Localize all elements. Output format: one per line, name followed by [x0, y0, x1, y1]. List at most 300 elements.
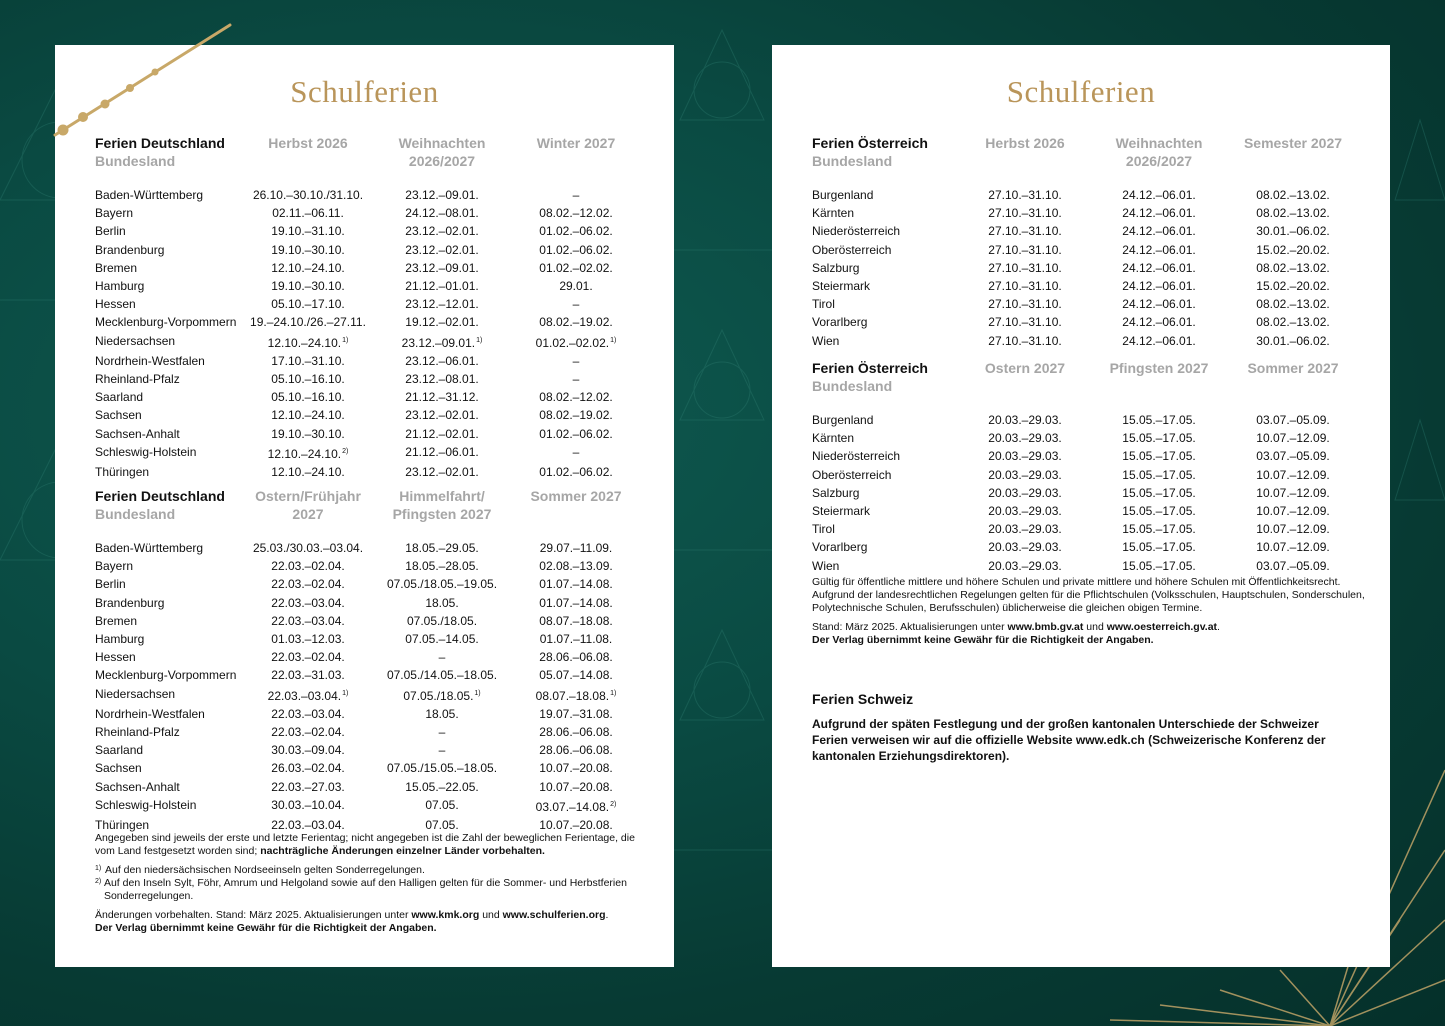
table-row: [95, 370, 652, 388]
date-cell: 12.10.–24.10.: [271, 465, 345, 480]
header-region: Ferien Deutschland: [95, 488, 225, 504]
footnote-mark: 2): [342, 447, 349, 455]
state-name: Schleswig-Holstein: [95, 797, 197, 812]
date-cell: 15.05.–17.05.: [1122, 485, 1196, 500]
date-cell: 12.10.–24.10.$^{1)}$: [267, 335, 349, 350]
link-oesterreich[interactable]: www.oesterreich.gv.at: [1106, 621, 1218, 633]
date-cell: 01.02.–02.02.$^{1)}$: [535, 335, 617, 350]
date-cell: 07.05.: [425, 818, 459, 833]
table-row: [95, 425, 652, 443]
state-name: Brandenburg: [95, 242, 165, 257]
date-cell: 07.05./18.05.$^{1)}$: [403, 688, 481, 703]
table-row: [95, 241, 652, 259]
footnote-mark: 1): [610, 336, 617, 344]
footnote-1: 1) Auf den niedersächsischen Nordseeinseln gelten Sonderregelungen.: [95, 864, 425, 876]
state-name: Tirol: [812, 297, 835, 312]
austria-table-easter-summer: [812, 359, 1368, 575]
date-cell: 08.07.–18.08.: [539, 613, 613, 628]
date-cell: 20.03.–29.03.: [988, 558, 1062, 573]
state-name: Niedersachsen: [95, 333, 176, 348]
date-cell: –: [438, 725, 446, 740]
date-cell: 02.08.–13.09.: [539, 559, 613, 574]
column-header: Ostern 2027: [984, 360, 1066, 376]
austria-table-autumn-semester: [812, 134, 1368, 350]
date-cell: 23.12.–02.01.: [405, 242, 479, 257]
date-cell: 27.10.–31.10.: [988, 242, 1062, 257]
date-cell: 27.10.–31.10.: [988, 297, 1062, 312]
date-cell: 08.02.–12.02.: [539, 206, 613, 221]
column-header: Herbst 2026: [268, 135, 348, 151]
date-cell: 07.05./18.05.: [406, 613, 478, 628]
date-cell: 22.03.–03.04.: [271, 613, 345, 628]
column-header: Herbst 2026: [985, 135, 1065, 151]
date-cell: 08.02.–13.02.: [1256, 206, 1330, 221]
date-cell: 22.03.–02.04.: [271, 577, 345, 592]
date-cell: 10.07.–12.09.: [1256, 540, 1330, 555]
state-name: Saarland: [95, 743, 144, 758]
date-cell: 20.03.–29.03.: [988, 522, 1062, 537]
table-row: [95, 388, 652, 406]
state-name: Bremen: [95, 613, 138, 628]
table-row: [95, 406, 652, 424]
link-kmk[interactable]: www.kmk.org: [411, 909, 480, 921]
date-cell: 01.02.–06.02.: [539, 426, 613, 441]
column-header: Himmelfahrt/ Pfingsten 2027: [392, 488, 492, 522]
date-cell: 24.12.–06.01.: [1122, 279, 1196, 294]
state-name: Steiermark: [812, 504, 871, 519]
date-cell: 15.02.–20.02.: [1256, 242, 1330, 257]
date-cell: 08.02.–13.02.: [1256, 188, 1330, 202]
state-name: Vorarlberg: [812, 315, 868, 330]
right-page: [772, 45, 1390, 967]
header-state: Bundesland: [812, 378, 893, 394]
date-cell: 01.02.–02.02.: [539, 260, 613, 275]
table-row: [95, 313, 652, 331]
date-cell: 12.10.–24.10.: [271, 260, 345, 275]
state-name: Oberösterreich: [812, 467, 892, 482]
date-cell: 10.07.–20.08.: [539, 779, 613, 794]
date-cell: 19.12.–02.01.: [405, 315, 479, 330]
date-cell: 15.05.–22.05.: [405, 779, 479, 794]
link-bmb[interactable]: www.bmb.gv.at: [1007, 621, 1084, 633]
state-name: Nordrhein-Westfalen: [95, 353, 205, 368]
date-cell: 08.02.–13.02.: [1256, 297, 1330, 312]
switzerland-heading: Ferien Schweiz: [812, 691, 914, 707]
note-general: Angegeben sind jeweils der erste und letzte Ferientag; nicht angegeben ist die Zahl der beweglichen Ferientage, die vom Land festgesetzt worden sind; nachträgliche Änderungen einzelner Länder vorbehalten.: [95, 832, 635, 857]
state-name: Bayern: [95, 206, 134, 221]
state-name: Niederösterreich: [812, 224, 901, 239]
date-cell: 27.10.–31.10.: [988, 224, 1062, 239]
table-row: [95, 796, 652, 816]
table-row: [812, 447, 1368, 465]
footnote-2: 2) Auf den Inseln Sylt, Föhr, Amrum und Helgoland sowie auf den Halligen gelten für die Sommer- und Herbstferien Sonderregelungen.: [95, 877, 627, 902]
state-name: Hamburg: [95, 279, 145, 294]
table-row: [95, 705, 652, 723]
date-cell: –: [572, 372, 580, 387]
date-cell: 22.03.–02.04.: [271, 650, 345, 665]
table-header: [812, 134, 1368, 170]
date-cell: 15.02.–20.02.: [1256, 279, 1330, 294]
table-row: [95, 741, 652, 759]
state-name: Nordrhein-Westfalen: [95, 706, 205, 721]
table-row: [95, 463, 652, 481]
footnote-mark: 1): [476, 336, 483, 344]
date-cell: 23.12.–06.01.: [405, 353, 479, 368]
state-name: Kärnten: [812, 431, 855, 446]
date-cell: 18.05.: [425, 595, 459, 610]
date-cell: 22.03.–02.04.: [271, 559, 345, 574]
date-cell: 29.01.: [559, 279, 593, 294]
date-cell: 30.01.–06.02.: [1256, 224, 1330, 239]
table-row: [812, 241, 1368, 259]
date-cell: –: [438, 743, 446, 758]
table-row: [95, 295, 652, 313]
date-cell: 12.10.–24.10.$^{2)}$: [267, 446, 349, 461]
note-updates: Änderungen vorbehalten. Stand: März 2025. Aktualisierungen unter www.kmk.org und www.schulferien.org.: [95, 909, 609, 921]
date-cell: 01.07.–11.08.: [539, 632, 613, 647]
table-row: [95, 557, 652, 575]
date-cell: 25.03./30.03.–03.04.: [252, 541, 364, 555]
date-cell: 29.07.–11.09.: [539, 541, 613, 555]
state-name: Thüringen: [95, 818, 150, 833]
date-cell: 23.12.–02.01.: [405, 465, 479, 480]
germany-table-autumn-winter: [95, 134, 652, 481]
date-cell: 21.12.–02.01.: [405, 426, 479, 441]
state-name: Rheinland-Pfalz: [95, 725, 180, 740]
table-row: [812, 222, 1368, 240]
date-cell: 22.03.–03.04.: [271, 818, 345, 833]
footnote-mark: 1): [474, 689, 481, 697]
date-cell: 27.10.–31.10.: [988, 315, 1062, 330]
state-name: Hessen: [95, 650, 136, 665]
date-cell: 23.12.–09.01.$^{1)}$: [401, 335, 483, 350]
date-cell: 20.03.–29.03.: [988, 413, 1062, 427]
table-row: [95, 352, 652, 370]
table-row: [95, 186, 652, 204]
date-cell: 01.03.–12.03.: [271, 632, 345, 647]
table-row: [95, 443, 652, 463]
table-row: [812, 484, 1368, 502]
column-header: Weihnachten 2026/2027: [398, 135, 486, 169]
date-cell: 10.07.–12.09.: [1256, 522, 1330, 537]
date-cell: 24.12.–06.01.: [1122, 260, 1196, 275]
date-cell: 15.05.–17.05.: [1122, 522, 1196, 537]
state-name: Vorarlberg: [812, 540, 868, 555]
date-cell: 19.10.–30.10.: [271, 426, 345, 441]
date-cell: 15.05.–17.05.: [1122, 540, 1196, 555]
table-row: [95, 259, 652, 277]
state-name: Rheinland-Pfalz: [95, 372, 180, 387]
header-region: Ferien Österreich: [812, 360, 928, 376]
state-name: Wien: [812, 558, 840, 573]
left-page: [55, 45, 674, 967]
state-name: Bayern: [95, 559, 134, 574]
table-row: [812, 186, 1368, 204]
state-name: Salzburg: [812, 485, 860, 500]
date-cell: 27.10.–31.10.: [988, 260, 1062, 275]
footnote-mark: 1): [342, 336, 349, 344]
date-cell: 24.12.–06.01.: [1122, 315, 1196, 330]
date-cell: 23.12.–08.01.: [405, 372, 479, 387]
page-title: Schulferien: [1006, 74, 1156, 109]
date-cell: 15.05.–17.05.: [1122, 467, 1196, 482]
date-cell: 10.07.–12.09.: [1256, 485, 1330, 500]
date-cell: 08.07.–18.08.$^{1)}$: [535, 688, 617, 703]
state-name: Sachsen-Anhalt: [95, 426, 180, 441]
table-row: [812, 557, 1368, 575]
date-cell: 07.05.–14.05.: [405, 632, 479, 647]
footnote-mark: 1): [342, 689, 349, 697]
austria-notes: [812, 576, 1372, 653]
date-cell: 03.07.–05.09.: [1256, 558, 1330, 573]
table-row: [95, 648, 652, 666]
date-cell: 21.12.–06.01.: [405, 444, 479, 459]
date-cell: 10.07.–12.09.: [1256, 504, 1330, 519]
header-state: Bundesland: [812, 153, 893, 169]
date-cell: 03.07.–05.09.: [1256, 449, 1330, 464]
state-name: Salzburg: [812, 260, 860, 275]
date-cell: 30.03.–09.04.: [271, 743, 345, 758]
date-cell: 18.05.–28.05.: [405, 559, 479, 574]
state-name: Berlin: [95, 224, 126, 239]
table-row: [95, 759, 652, 777]
date-cell: 15.05.–17.05.: [1122, 413, 1196, 427]
state-name: Steiermark: [812, 279, 871, 294]
date-cell: 07.05./18.05.–19.05.: [386, 577, 498, 592]
date-cell: 07.05./14.05.–18.05.: [386, 668, 498, 683]
date-cell: 27.10.–31.10.: [988, 279, 1062, 294]
date-cell: 23.12.–02.01.: [405, 224, 479, 239]
date-cell: 15.05.–17.05.: [1122, 449, 1196, 464]
date-cell: 19.07.–31.08.: [539, 706, 613, 721]
date-cell: 24.12.–06.01.: [1122, 333, 1196, 348]
date-cell: 20.03.–29.03.: [988, 467, 1062, 482]
table-row: [812, 259, 1368, 277]
state-name: Brandenburg: [95, 595, 165, 610]
date-cell: 02.11.–06.11.: [272, 206, 344, 221]
date-cell: 28.06.–06.08.: [539, 743, 613, 758]
column-header: Weihnachten 2026/2027: [1115, 135, 1203, 169]
date-cell: 01.02.–06.02.: [539, 224, 613, 239]
table-row: [95, 723, 652, 741]
switzerland-text: Aufgrund der späten Festlegung und der großen kantonalen Unterschiede der Schweizer Ferien verweisen wir auf die offizielle Website www.edk.ch (Schweizerische Konferenz der kantonalen Erziehungsdirektoren).: [812, 717, 1326, 763]
date-cell: –: [572, 188, 580, 202]
date-cell: 22.03.–03.04.: [271, 706, 345, 721]
date-cell: 21.12.–31.12.: [405, 390, 479, 405]
table-row: [95, 630, 652, 648]
date-cell: 30.03.–10.04.: [271, 797, 345, 812]
footnote-mark: 1): [610, 689, 617, 697]
header-region: Ferien Österreich: [812, 135, 928, 151]
date-cell: 10.07.–12.09.: [1256, 431, 1330, 446]
note-disclaimer: Der Verlag übernimmt keine Gewähr für die Richtigkeit der Angaben.: [95, 922, 437, 934]
table-header: [812, 359, 1368, 395]
date-cell: 22.03.–27.03.: [271, 779, 345, 794]
state-name: Niederösterreich: [812, 449, 901, 464]
state-name: Burgenland: [812, 413, 874, 427]
column-header: Ostern/Frühjahr 2027: [255, 488, 361, 522]
date-cell: 24.12.–06.01.: [1122, 224, 1196, 239]
date-cell: 24.12.–06.01.: [1122, 297, 1196, 312]
header-region: Ferien Deutschland: [95, 135, 225, 151]
date-cell: 15.05.–17.05.: [1122, 504, 1196, 519]
date-cell: –: [572, 297, 580, 312]
germany-table-spring-summer: [95, 487, 652, 834]
state-name: Baden-Württemberg: [95, 541, 204, 555]
table-row: [95, 332, 652, 352]
date-cell: 24.12.–06.01.: [1122, 188, 1196, 202]
date-cell: 17.10.–31.10.: [271, 353, 345, 368]
date-cell: 10.07.–20.08.: [539, 761, 613, 776]
date-cell: 19.10.–30.10.: [271, 279, 345, 294]
state-name: Wien: [812, 333, 840, 348]
date-cell: 20.03.–29.03.: [988, 449, 1062, 464]
date-cell: 27.10.–31.10.: [988, 206, 1062, 221]
date-cell: –: [438, 650, 446, 665]
note-disclaimer: Der Verlag übernimmt keine Gewähr für die Richtigkeit der Angaben.: [812, 634, 1154, 646]
state-name: Hessen: [95, 297, 136, 312]
date-cell: 07.05./15.05.–18.05.: [386, 761, 498, 776]
date-cell: 15.05.–17.05.: [1122, 558, 1196, 573]
table-row: [812, 332, 1368, 350]
date-cell: 01.02.–06.02.: [539, 242, 613, 257]
date-cell: 27.10.–31.10.: [988, 188, 1062, 202]
date-cell: 28.06.–06.08.: [539, 725, 613, 740]
date-cell: 22.03.–02.04.: [271, 725, 345, 740]
date-cell: 19.–24.10./26.–27.11.: [250, 315, 366, 330]
column-header: Sommer 2027: [1247, 360, 1339, 376]
date-cell: 23.12.–12.01.: [405, 297, 479, 312]
table-header: [95, 487, 652, 523]
state-name: Thüringen: [95, 465, 150, 480]
date-cell: 05.10.–17.10.: [271, 297, 345, 312]
table-row: [812, 313, 1368, 331]
date-cell: 15.05.–17.05.: [1122, 431, 1196, 446]
date-cell: 20.03.–29.03.: [988, 431, 1062, 446]
date-cell: 08.02.–13.02.: [1256, 260, 1330, 275]
link-schulferien[interactable]: www.schulferien.org: [502, 909, 606, 921]
table-row: [812, 277, 1368, 295]
date-cell: 20.03.–29.03.: [988, 485, 1062, 500]
date-cell: 10.07.–12.09.: [1256, 467, 1330, 482]
table-row: [95, 575, 652, 593]
date-cell: 27.10.–31.10.: [988, 333, 1062, 348]
date-cell: 26.10.–30.10./31.10.: [252, 188, 364, 202]
column-header: Sommer 2027: [530, 488, 622, 504]
date-cell: 22.03.–03.04.: [271, 595, 345, 610]
table-row: [812, 204, 1368, 222]
state-name: Berlin: [95, 577, 126, 592]
state-name: Sachsen: [95, 761, 142, 776]
note-validity: Gültig für öffentliche mittlere und höhere Schulen und private mittlere und höhere Schulen mit Öffentlichkeitsrecht. Aufgrund der landesrechtlichen Regelungen gelten für die Pflichtschulen (Volksschulen, Hauptschulen, Sonderschulen, Polytechnische Schulen, Berufsschulen) üblicherweise die gleichen obigen Termine.: [812, 576, 1365, 614]
date-cell: 12.10.–24.10.: [271, 408, 345, 423]
state-name: Sachsen: [95, 408, 142, 423]
table-row: [812, 502, 1368, 520]
date-cell: 18.05.: [425, 706, 459, 721]
page-title: Schulferien: [290, 74, 439, 109]
table-row: [95, 612, 652, 630]
date-cell: 05.10.–16.10.: [271, 372, 345, 387]
table-row: [812, 411, 1368, 429]
date-cell: 19.10.–30.10.: [271, 242, 345, 257]
date-cell: 08.02.–19.02.: [539, 408, 613, 423]
state-name: Sachsen-Anhalt: [95, 779, 180, 794]
date-cell: 24.12.–06.01.: [1122, 242, 1196, 257]
date-cell: 23.12.–09.01.: [405, 188, 479, 202]
table-row: [95, 594, 652, 612]
date-cell: 24.12.–08.01.: [405, 206, 479, 221]
table-row: [812, 466, 1368, 484]
table-row: [812, 295, 1368, 313]
date-cell: 24.12.–06.01.: [1122, 206, 1196, 221]
date-cell: 03.07.–14.08.$^{2)}$: [535, 799, 617, 814]
footnote-mark: 2): [610, 800, 617, 808]
table-row: [812, 538, 1368, 556]
date-cell: –: [572, 353, 580, 368]
date-cell: 23.12.–02.01.: [405, 408, 479, 423]
table-row: [812, 520, 1368, 538]
column-header: Winter 2027: [536, 135, 616, 151]
date-cell: 03.07.–05.09.: [1256, 413, 1330, 427]
date-cell: 19.10.–31.10.: [271, 224, 345, 239]
date-cell: 08.02.–13.02.: [1256, 315, 1330, 330]
state-name: Niedersachsen: [95, 686, 176, 701]
date-cell: 08.02.–19.02.: [539, 315, 613, 330]
date-cell: 22.03.–03.04.$^{1)}$: [267, 688, 349, 703]
date-cell: 18.05.–29.05.: [405, 541, 479, 555]
date-cell: 01.07.–14.08.: [539, 595, 613, 610]
date-cell: 08.02.–12.02.: [539, 390, 613, 405]
table-row: [95, 539, 652, 557]
date-cell: 01.02.–06.02.: [539, 465, 613, 480]
germany-notes: [95, 832, 656, 941]
column-header: Pfingsten 2027: [1109, 360, 1209, 376]
date-cell: 28.06.–06.08.: [539, 650, 613, 665]
state-name: Burgenland: [812, 188, 874, 202]
table-header: [95, 134, 652, 170]
date-cell: 05.10.–16.10.: [271, 390, 345, 405]
date-cell: 22.03.–31.03.: [271, 668, 345, 683]
date-cell: 20.03.–29.03.: [988, 504, 1062, 519]
date-cell: 20.03.–29.03.: [988, 540, 1062, 555]
state-name: Schleswig-Holstein: [95, 444, 197, 459]
date-cell: 05.07.–14.08.: [539, 668, 613, 683]
state-name: Baden-Württemberg: [95, 188, 204, 202]
date-cell: 10.07.–20.08.: [539, 818, 613, 833]
state-name: Oberösterreich: [812, 242, 892, 257]
table-row: [95, 204, 652, 222]
date-cell: 07.05.: [425, 797, 459, 812]
date-cell: 21.12.–01.01.: [405, 279, 479, 294]
column-header: Semester 2027: [1243, 135, 1343, 151]
table-row: [95, 277, 652, 295]
table-row: [95, 685, 652, 705]
table-row: [95, 222, 652, 240]
table-row: [812, 429, 1368, 447]
table-row: [95, 778, 652, 796]
note-updates: Stand: März 2025. Aktualisierungen unter www.bmb.gv.at und www.oesterreich.gv.at.: [812, 621, 1220, 633]
date-cell: 01.07.–14.08.: [539, 577, 613, 592]
state-name: Saarland: [95, 390, 144, 405]
header-state: Bundesland: [95, 506, 176, 522]
date-cell: –: [572, 444, 580, 459]
date-cell: 30.01.–06.02.: [1256, 333, 1330, 348]
state-name: Kärnten: [812, 206, 855, 221]
date-cell: 26.03.–02.04.: [271, 761, 345, 776]
state-name: Bremen: [95, 260, 138, 275]
table-row: [95, 666, 652, 684]
state-name: Mecklenburg-Vorpommern: [95, 315, 237, 330]
